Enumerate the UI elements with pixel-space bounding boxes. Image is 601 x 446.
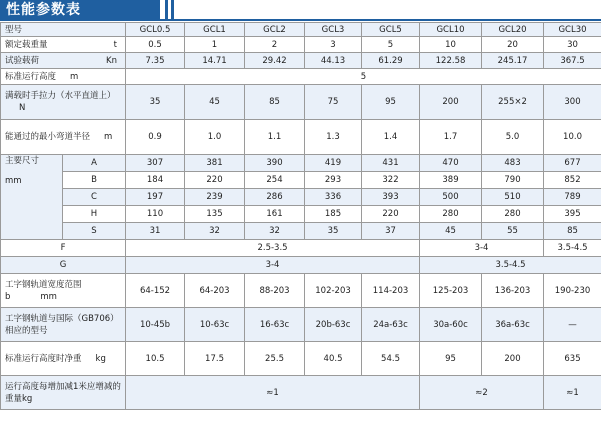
- dims-cell: 470: [420, 155, 482, 172]
- weight-cell: 17.5: [185, 342, 245, 376]
- page-title: 性能参数表: [6, 2, 81, 18]
- load-cell: 5: [362, 37, 420, 53]
- weight-cell: 10.5: [126, 342, 185, 376]
- beam-cell: 20b-63c: [305, 308, 362, 342]
- dims-cell: 254: [245, 172, 305, 189]
- beam-cell: 16-63c: [245, 308, 305, 342]
- weight-cell: 95: [420, 342, 482, 376]
- dims-cell: 32: [245, 223, 305, 240]
- model-cell: GCL30: [544, 23, 601, 37]
- dims-cell: 3-4: [420, 240, 544, 257]
- extra-label: 运行高度每增加减1米应增减的重量kg: [1, 376, 126, 410]
- dims-cell: 500: [420, 189, 482, 206]
- dims-cell: 220: [185, 172, 245, 189]
- flange-label: 工字钢轨道宽度范围 b mm: [1, 274, 126, 308]
- beam-cell: 10-45b: [126, 308, 185, 342]
- beam-label: 工字钢轨道与国际（GB706）相应的型号: [1, 308, 126, 342]
- header-stripe: [165, 0, 168, 21]
- dims-cell: 790: [482, 172, 544, 189]
- radius-cell: 1.4: [362, 120, 420, 155]
- flange-cell: 64-203: [185, 274, 245, 308]
- weight-row: [1, 342, 601, 376]
- dims-cell: 395: [544, 206, 601, 223]
- weight-cell: 25.5: [245, 342, 305, 376]
- model-cell: GCL1: [185, 23, 245, 37]
- dims-cell: 393: [362, 189, 420, 206]
- dims-cell: 510: [482, 189, 544, 206]
- dims-cell: 197: [126, 189, 185, 206]
- model-row: [1, 23, 601, 37]
- load-cell: 20: [482, 37, 544, 53]
- extra-cell: ≈1: [544, 376, 601, 410]
- load-cell: 0.5: [126, 37, 185, 53]
- beam-cell: 24a-63c: [362, 308, 420, 342]
- dims-cell: 85: [544, 223, 601, 240]
- load-cell: 3: [305, 37, 362, 53]
- flange-cell: 190-230: [544, 274, 601, 308]
- dims-cell: 389: [420, 172, 482, 189]
- dims-cell: 852: [544, 172, 601, 189]
- spec-table: [0, 22, 601, 410]
- dims-key: F: [1, 240, 126, 257]
- radius-cell: 0.9: [126, 120, 185, 155]
- pull-cell: 300: [544, 85, 601, 120]
- test-cell: 7.35: [126, 53, 185, 69]
- test-cell: 61.29: [362, 53, 420, 69]
- weight-label: 标准运行高度时净重 kg: [1, 342, 126, 376]
- dims-label: 主要尺寸 mm: [1, 155, 63, 240]
- model-label: 型号: [1, 23, 126, 37]
- dims-cell: 3.5-4.5: [420, 257, 601, 274]
- model-cell: GCL0.5: [126, 23, 185, 37]
- dims-key: G: [1, 257, 126, 274]
- dims-cell: 322: [362, 172, 420, 189]
- test-cell: 367.5: [544, 53, 601, 69]
- dims-cell: 37: [362, 223, 420, 240]
- weight-cell: 200: [482, 342, 544, 376]
- pull-cell: 255×2: [482, 85, 544, 120]
- extra-cell: ≈1: [126, 376, 420, 410]
- radius-cell: 5.0: [482, 120, 544, 155]
- dims-cell: 677: [544, 155, 601, 172]
- radius-cell: 1.0: [185, 120, 245, 155]
- dims-cell: 280: [482, 206, 544, 223]
- model-cell: GCL3: [305, 23, 362, 37]
- load-label: 额定载重量 t: [1, 37, 126, 53]
- test-cell: 14.71: [185, 53, 245, 69]
- test-cell: 44.13: [305, 53, 362, 69]
- flange-cell: 88-203: [245, 274, 305, 308]
- radius-label: 能通过的最小弯道半径 m: [1, 120, 126, 155]
- dims-cell: 161: [245, 206, 305, 223]
- radius-cell: 1.7: [420, 120, 482, 155]
- test-label: 试验载荷 Kn: [1, 53, 126, 69]
- load-cell: 30: [544, 37, 601, 53]
- dims-key: S: [63, 223, 126, 240]
- height-row: [1, 69, 601, 85]
- dims-cell: 381: [185, 155, 245, 172]
- dims-cell: 286: [245, 189, 305, 206]
- model-cell: GCL20: [482, 23, 544, 37]
- dims-cell: 789: [544, 189, 601, 206]
- model-cell: GCL10: [420, 23, 482, 37]
- extra-cell: ≈2: [420, 376, 544, 410]
- test-cell: 245.17: [482, 53, 544, 69]
- dims-key: H: [63, 206, 126, 223]
- weight-cell: 635: [544, 342, 601, 376]
- load-cell: 2: [245, 37, 305, 53]
- dims-cell: 280: [420, 206, 482, 223]
- flange-cell: 136-203: [482, 274, 544, 308]
- radius-cell: 1.1: [245, 120, 305, 155]
- dims-cell: 185: [305, 206, 362, 223]
- radius-row: [1, 120, 601, 155]
- dims-cell: 431: [362, 155, 420, 172]
- pull-label: 满载时手拉力（水平直道上）N: [1, 85, 126, 120]
- flange-cell: 102-203: [305, 274, 362, 308]
- beam-cell: 30a-60c: [420, 308, 482, 342]
- header-underline: [0, 19, 601, 21]
- weight-cell: 40.5: [305, 342, 362, 376]
- dims-row-g: [1, 257, 601, 274]
- pull-cell: 95: [362, 85, 420, 120]
- load-row: [1, 37, 601, 53]
- dims-cell: 2.5-3.5: [126, 240, 420, 257]
- dims-cell: 45: [420, 223, 482, 240]
- flange-cell: 125-203: [420, 274, 482, 308]
- pull-cell: 200: [420, 85, 482, 120]
- pull-cell: 75: [305, 85, 362, 120]
- dims-cell: 239: [185, 189, 245, 206]
- dims-key: A: [63, 155, 126, 172]
- beam-row: [1, 308, 601, 342]
- extra-row: [1, 376, 601, 410]
- beam-cell: 10-63c: [185, 308, 245, 342]
- load-cell: 1: [185, 37, 245, 53]
- pull-cell: 45: [185, 85, 245, 120]
- pull-row: [1, 85, 601, 120]
- pull-cell: 35: [126, 85, 185, 120]
- flange-cell: 114-203: [362, 274, 420, 308]
- flange-row: [1, 274, 601, 308]
- weight-cell: 54.5: [362, 342, 420, 376]
- load-cell: 10: [420, 37, 482, 53]
- dims-cell: 220: [362, 206, 420, 223]
- dims-row-h: [1, 206, 601, 223]
- radius-cell: 10.0: [544, 120, 601, 155]
- dims-row-f: [1, 240, 601, 257]
- model-cell: GCL2: [245, 23, 305, 37]
- model-cell: GCL5: [362, 23, 420, 37]
- dims-cell: 483: [482, 155, 544, 172]
- pull-cell: 85: [245, 85, 305, 120]
- dims-cell: 31: [126, 223, 185, 240]
- dims-row-s: [1, 223, 601, 240]
- flange-cell: 64-152: [126, 274, 185, 308]
- height-cell: 5: [126, 69, 601, 85]
- dims-cell: 184: [126, 172, 185, 189]
- dims-cell: 293: [305, 172, 362, 189]
- test-cell: 29.42: [245, 53, 305, 69]
- dims-cell: 110: [126, 206, 185, 223]
- radius-cell: 1.3: [305, 120, 362, 155]
- dims-cell: 419: [305, 155, 362, 172]
- test-cell: 122.58: [420, 53, 482, 69]
- dims-cell: 3.5-4.5: [544, 240, 601, 257]
- dims-key: C: [63, 189, 126, 206]
- dims-cell: 336: [305, 189, 362, 206]
- dims-cell: 307: [126, 155, 185, 172]
- test-row: [1, 53, 601, 69]
- dims-cell: 3-4: [126, 257, 420, 274]
- dims-cell: 55: [482, 223, 544, 240]
- header-stripe: [171, 0, 174, 21]
- beam-cell: —: [544, 308, 601, 342]
- dims-cell: 32: [185, 223, 245, 240]
- dims-row-b: [1, 172, 601, 189]
- beam-cell: 36a-63c: [482, 308, 544, 342]
- page-header: [0, 0, 601, 21]
- dims-row-a: [1, 155, 601, 172]
- height-label: 标准运行高度 m: [1, 69, 126, 85]
- dims-cell: 390: [245, 155, 305, 172]
- dims-row-c: [1, 189, 601, 206]
- dims-cell: 135: [185, 206, 245, 223]
- dims-cell: 35: [305, 223, 362, 240]
- dims-key: B: [63, 172, 126, 189]
